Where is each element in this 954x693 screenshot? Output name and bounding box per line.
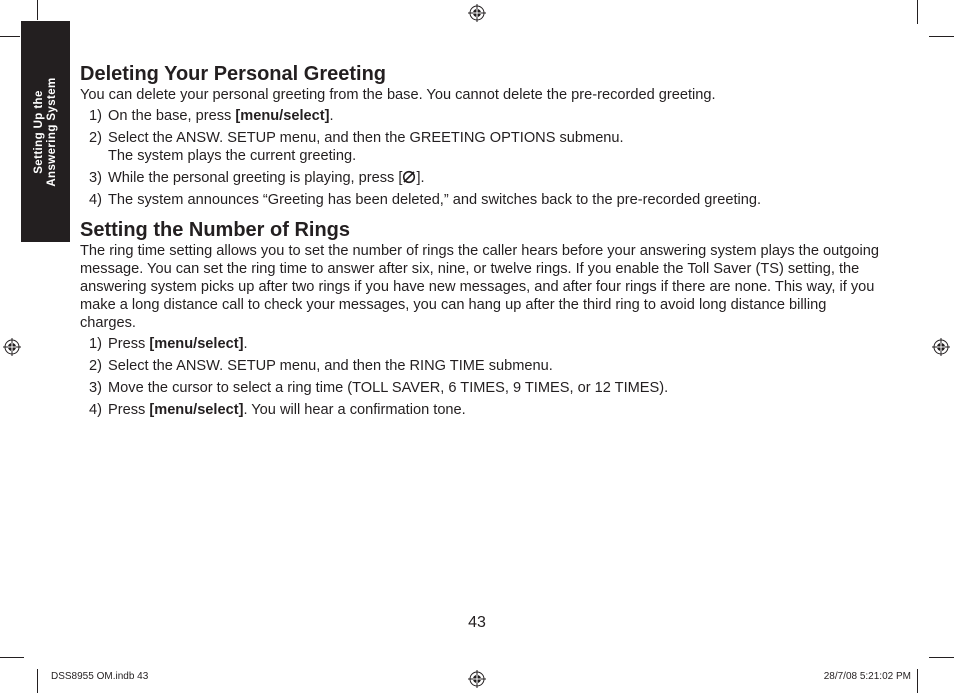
list-item: [80, 169, 880, 187]
list-item: [80, 191, 880, 209]
step-text: .: [329, 108, 334, 124]
registration-target-icon: [3, 338, 21, 356]
list-item: [80, 335, 880, 353]
side-tab-label: [33, 77, 59, 186]
step-number: 1): [89, 336, 102, 352]
registration-target-icon: [932, 338, 950, 356]
key-label: [menu/select]: [235, 108, 330, 124]
delete-icon: [402, 170, 416, 184]
steps-list: [80, 107, 880, 209]
step-text: Select the ANSW. SETUP menu, and then the RING TIME submenu.: [108, 358, 553, 374]
key-label: [menu/select]: [149, 336, 244, 352]
registration-target-icon: [468, 4, 486, 22]
crop-mark-icon: [929, 657, 954, 658]
crop-mark-icon: [917, 669, 918, 693]
section-title-deleting-greeting: Deleting Your Personal Greeting: [80, 63, 386, 85]
section-intro: You can delete your personal greeting from the base. You cannot delete the pre-recorded greeting.: [80, 87, 716, 103]
step-number: 1): [89, 108, 102, 124]
key-label: [menu/select]: [149, 402, 244, 418]
step-text: The system announces “Greeting has been deleted,” and switches back to the pre-recorded greeting.: [108, 192, 762, 208]
side-tab-line-2: Answering System: [46, 77, 58, 187]
registration-target-icon: [468, 670, 486, 688]
step-text: On the base, press: [108, 108, 236, 124]
list-item: [80, 401, 880, 419]
side-tab-line-1: Setting Up the: [33, 90, 45, 174]
step-text: Press: [108, 402, 150, 418]
steps-list: [80, 335, 880, 419]
step-number: 4): [89, 402, 102, 418]
step-number: 2): [89, 358, 102, 374]
step-number: 4): [89, 192, 102, 208]
step-text: . You will hear a confirmation tone.: [243, 402, 466, 418]
section-intro: The ring time setting allows you to set the number of rings the caller hears before your answering system plays the outgoing message. You can set the ring time to answer after six, nine, or twelve rings. If you enable the Toll Saver (TS) setting, the answering system picks up after two rings if you have new messages, and after four rings if there are none. This way, if you make a long distance call to check your messages, you can hang up after the third ring to avoid long distance billing charges.: [80, 243, 880, 331]
crop-mark-icon: [37, 0, 38, 20]
page-content: [80, 62, 880, 423]
step-text: Move the cursor to select a ring time (TOLL SAVER, 6 TIMES, 9 TIMES, or 12 TIMES).: [108, 380, 669, 396]
list-item: [80, 357, 880, 375]
crop-mark-icon: [929, 36, 954, 37]
section-title-number-of-rings: Setting the Number of Rings: [80, 219, 350, 241]
list-item: [80, 129, 880, 165]
print-slug-file: DSS8955 OM.indb 43: [51, 671, 149, 682]
crop-mark-icon: [37, 669, 38, 693]
list-item: [80, 379, 880, 397]
step-text: Press: [108, 336, 150, 352]
list-item: [80, 107, 880, 125]
step-text: Select the ANSW. SETUP menu, and then the GREETING OPTIONS submenu.: [108, 130, 624, 146]
crop-mark-icon: [0, 657, 24, 658]
step-number: 2): [89, 130, 102, 146]
crop-mark-icon: [917, 0, 918, 24]
step-number: 3): [89, 170, 102, 186]
step-number: 3): [89, 380, 102, 396]
print-slug-timestamp: 28/7/08 5:21:02 PM: [823, 671, 911, 682]
step-text: ].: [416, 170, 425, 186]
crop-mark-icon: [0, 36, 20, 37]
step-text: While the personal greeting is playing, press [: [108, 170, 403, 186]
step-subtext: The system plays the current greeting.: [108, 148, 357, 164]
step-text: .: [243, 336, 248, 352]
page-number: 43: [468, 614, 486, 631]
